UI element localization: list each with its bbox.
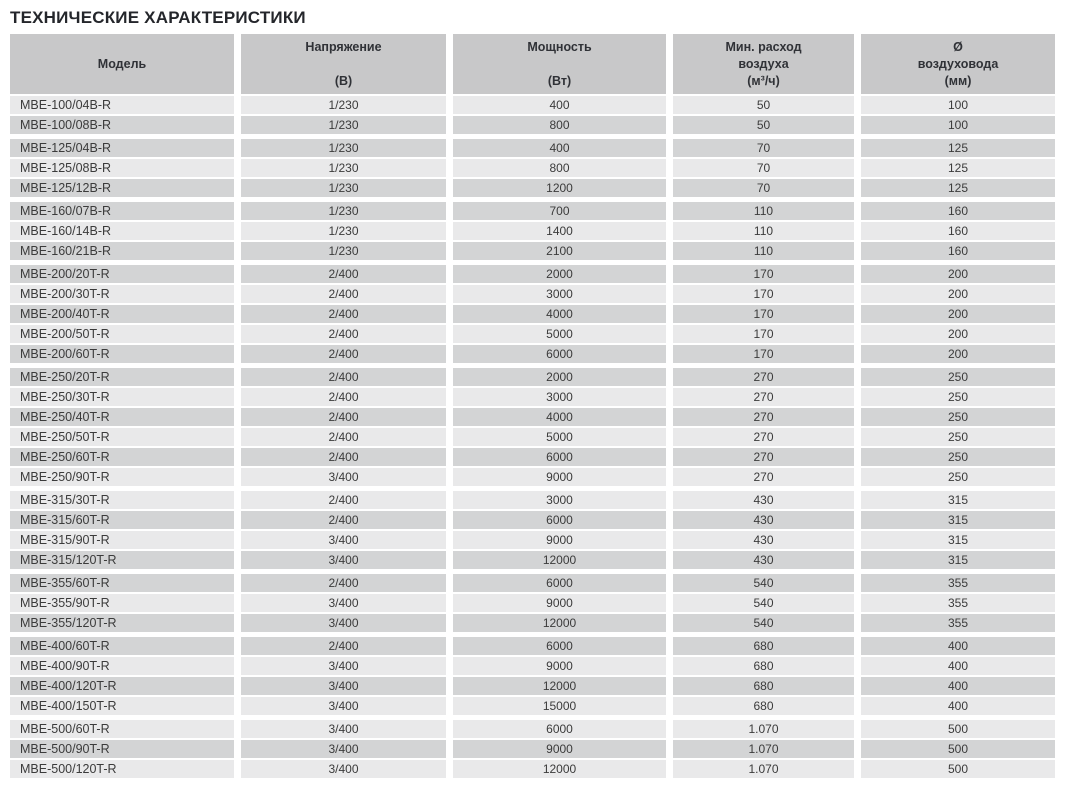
cell-diameter: 400 — [861, 677, 1055, 695]
cell-voltage: 2/400 — [241, 368, 446, 386]
table-header-row — [10, 34, 1055, 94]
cell-voltage: 2/400 — [241, 325, 446, 343]
cell-airflow: 680 — [673, 677, 854, 695]
cell-diameter: 200 — [861, 265, 1055, 283]
cell-model: MBE-200/30T-R — [10, 285, 234, 303]
table-row — [10, 242, 1055, 260]
cell-power: 6000 — [453, 511, 666, 529]
table-row — [10, 368, 1055, 386]
table-row — [10, 697, 1055, 715]
cell-voltage: 3/400 — [241, 551, 446, 569]
cell-voltage: 2/400 — [241, 265, 446, 283]
cell-power: 3000 — [453, 285, 666, 303]
cell-model: MBE-500/120T-R — [10, 760, 234, 778]
cell-model: MBE-400/150T-R — [10, 697, 234, 715]
cell-power: 9000 — [453, 657, 666, 675]
table-row — [10, 116, 1055, 134]
page-title: ТЕХНИЧЕСКИЕ ХАРАКТЕРИСТИКИ — [10, 8, 306, 27]
row-group — [10, 574, 1055, 632]
cell-voltage: 1/230 — [241, 242, 446, 260]
header-line — [10, 39, 234, 56]
cell-voltage: 2/400 — [241, 388, 446, 406]
cell-model: MBE-160/07B-R — [10, 202, 234, 220]
cell-power: 4000 — [453, 305, 666, 323]
table-row — [10, 388, 1055, 406]
table-row — [10, 265, 1055, 283]
header-line: (м³/ч) — [747, 73, 780, 88]
table-row — [10, 325, 1055, 343]
table-row — [10, 305, 1055, 323]
diameter-icon: Ø — [953, 39, 963, 54]
cell-model: MBE-315/90T-R — [10, 531, 234, 549]
cell-diameter: 500 — [861, 720, 1055, 738]
cell-voltage: 2/400 — [241, 285, 446, 303]
cell-airflow: 430 — [673, 531, 854, 549]
cell-power: 5000 — [453, 325, 666, 343]
header-line — [241, 56, 446, 73]
header-cell-power — [453, 34, 666, 94]
cell-power: 6000 — [453, 448, 666, 466]
cell-diameter: 200 — [861, 305, 1055, 323]
table-row — [10, 408, 1055, 426]
cell-model: MBE-200/60T-R — [10, 345, 234, 363]
cell-power: 12000 — [453, 614, 666, 632]
cell-airflow: 540 — [673, 594, 854, 612]
table-row — [10, 345, 1055, 363]
cell-model: MBE-250/40T-R — [10, 408, 234, 426]
table-row — [10, 760, 1055, 778]
cell-power: 2100 — [453, 242, 666, 260]
cell-diameter: 250 — [861, 448, 1055, 466]
table-row — [10, 448, 1055, 466]
cell-diameter: 200 — [861, 285, 1055, 303]
cell-power: 4000 — [453, 408, 666, 426]
header-cell-voltage — [241, 34, 446, 94]
cell-voltage: 1/230 — [241, 159, 446, 177]
cell-airflow: 170 — [673, 285, 854, 303]
cell-diameter: 315 — [861, 491, 1055, 509]
row-group — [10, 139, 1055, 197]
cell-model: MBE-400/60T-R — [10, 637, 234, 655]
row-group — [10, 637, 1055, 715]
cell-voltage: 1/230 — [241, 222, 446, 240]
cell-model: MBE-315/30T-R — [10, 491, 234, 509]
table-row — [10, 657, 1055, 675]
row-group — [10, 368, 1055, 486]
cell-diameter: 355 — [861, 574, 1055, 592]
cell-power: 400 — [453, 139, 666, 157]
cell-airflow: 680 — [673, 657, 854, 675]
cell-airflow: 680 — [673, 637, 854, 655]
cell-diameter: 500 — [861, 760, 1055, 778]
row-group — [10, 720, 1055, 778]
cell-airflow: 70 — [673, 139, 854, 157]
cell-power: 6000 — [453, 637, 666, 655]
cell-airflow: 1.070 — [673, 740, 854, 758]
cell-voltage: 2/400 — [241, 428, 446, 446]
table-row — [10, 96, 1055, 114]
cell-airflow: 270 — [673, 468, 854, 486]
cell-airflow: 270 — [673, 388, 854, 406]
cell-model: MBE-355/120T-R — [10, 614, 234, 632]
cell-diameter: 400 — [861, 657, 1055, 675]
cell-diameter: 250 — [861, 428, 1055, 446]
table-row — [10, 159, 1055, 177]
row-group — [10, 202, 1055, 260]
cell-voltage: 3/400 — [241, 740, 446, 758]
table-row — [10, 285, 1055, 303]
cell-airflow: 270 — [673, 408, 854, 426]
cell-airflow: 110 — [673, 202, 854, 220]
row-group — [10, 265, 1055, 363]
table-row — [10, 677, 1055, 695]
cell-airflow: 540 — [673, 574, 854, 592]
cell-voltage: 1/230 — [241, 116, 446, 134]
cell-airflow: 270 — [673, 428, 854, 446]
cell-voltage: 2/400 — [241, 408, 446, 426]
cell-model: MBE-400/120T-R — [10, 677, 234, 695]
cell-airflow: 540 — [673, 614, 854, 632]
cell-voltage: 3/400 — [241, 677, 446, 695]
cell-power: 1400 — [453, 222, 666, 240]
cell-power: 3000 — [453, 491, 666, 509]
header-line: Мин. расход — [725, 39, 802, 54]
cell-airflow: 430 — [673, 491, 854, 509]
cell-airflow: 430 — [673, 551, 854, 569]
table-row — [10, 720, 1055, 738]
cell-voltage: 2/400 — [241, 305, 446, 323]
table-row — [10, 551, 1055, 569]
cell-model: MBE-250/90T-R — [10, 468, 234, 486]
cell-voltage: 3/400 — [241, 760, 446, 778]
cell-model: MBE-250/30T-R — [10, 388, 234, 406]
cell-diameter: 250 — [861, 368, 1055, 386]
cell-airflow: 170 — [673, 265, 854, 283]
header-line: Мощность — [527, 39, 592, 54]
cell-diameter: 400 — [861, 697, 1055, 715]
cell-model: MBE-355/90T-R — [10, 594, 234, 612]
cell-voltage: 1/230 — [241, 139, 446, 157]
cell-airflow: 70 — [673, 179, 854, 197]
cell-voltage: 3/400 — [241, 720, 446, 738]
cell-model: MBE-500/90T-R — [10, 740, 234, 758]
cell-voltage: 1/230 — [241, 179, 446, 197]
cell-voltage: 2/400 — [241, 448, 446, 466]
cell-model: MBE-100/04B-R — [10, 96, 234, 114]
cell-airflow: 1.070 — [673, 760, 854, 778]
cell-diameter: 200 — [861, 345, 1055, 363]
header-line: (мм) — [944, 73, 972, 88]
table-row — [10, 179, 1055, 197]
header-line: (В) — [334, 73, 353, 88]
cell-model: MBE-200/40T-R — [10, 305, 234, 323]
cell-airflow: 1.070 — [673, 720, 854, 738]
spec-table — [10, 34, 1055, 778]
cell-power: 12000 — [453, 677, 666, 695]
cell-diameter: 500 — [861, 740, 1055, 758]
cell-diameter: 160 — [861, 202, 1055, 220]
header-line: Напряжение — [305, 39, 382, 54]
row-group — [10, 96, 1055, 134]
table-row — [10, 222, 1055, 240]
header-line: воздуховода — [917, 56, 999, 71]
cell-model: MBE-250/20T-R — [10, 368, 234, 386]
cell-model: MBE-200/20T-R — [10, 265, 234, 283]
cell-diameter: 125 — [861, 159, 1055, 177]
table-row — [10, 594, 1055, 612]
cell-power: 6000 — [453, 574, 666, 592]
table-row — [10, 574, 1055, 592]
cell-diameter: 125 — [861, 139, 1055, 157]
cell-voltage: 3/400 — [241, 531, 446, 549]
cell-diameter: 125 — [861, 179, 1055, 197]
cell-diameter: 315 — [861, 511, 1055, 529]
cell-voltage: 2/400 — [241, 491, 446, 509]
cell-model: MBE-315/60T-R — [10, 511, 234, 529]
header-line — [10, 73, 234, 90]
cell-airflow: 50 — [673, 96, 854, 114]
cell-model: MBE-250/60T-R — [10, 448, 234, 466]
cell-airflow: 270 — [673, 448, 854, 466]
cell-model: MBE-250/50T-R — [10, 428, 234, 446]
cell-voltage: 2/400 — [241, 511, 446, 529]
cell-diameter: 250 — [861, 468, 1055, 486]
cell-power: 1200 — [453, 179, 666, 197]
cell-diameter: 200 — [861, 325, 1055, 343]
cell-power: 9000 — [453, 594, 666, 612]
row-group — [10, 491, 1055, 569]
cell-airflow: 170 — [673, 345, 854, 363]
table-body — [10, 96, 1055, 778]
cell-airflow: 50 — [673, 116, 854, 134]
cell-power: 2000 — [453, 265, 666, 283]
cell-model: MBE-355/60T-R — [10, 574, 234, 592]
cell-diameter: 100 — [861, 96, 1055, 114]
cell-power: 800 — [453, 159, 666, 177]
cell-model: MBE-400/90T-R — [10, 657, 234, 675]
cell-diameter: 400 — [861, 637, 1055, 655]
cell-power: 9000 — [453, 468, 666, 486]
cell-model: MBE-125/12B-R — [10, 179, 234, 197]
cell-voltage: 2/400 — [241, 574, 446, 592]
cell-airflow: 110 — [673, 222, 854, 240]
cell-power: 12000 — [453, 551, 666, 569]
cell-diameter: 355 — [861, 594, 1055, 612]
header-line: Модель — [97, 56, 147, 71]
cell-voltage: 2/400 — [241, 345, 446, 363]
cell-voltage: 1/230 — [241, 202, 446, 220]
cell-voltage: 3/400 — [241, 594, 446, 612]
cell-airflow: 170 — [673, 325, 854, 343]
cell-voltage: 3/400 — [241, 657, 446, 675]
cell-power: 15000 — [453, 697, 666, 715]
cell-voltage: 3/400 — [241, 697, 446, 715]
cell-airflow: 110 — [673, 242, 854, 260]
cell-voltage: 1/230 — [241, 96, 446, 114]
cell-diameter: 250 — [861, 388, 1055, 406]
cell-power: 12000 — [453, 760, 666, 778]
cell-airflow: 680 — [673, 697, 854, 715]
table-row — [10, 614, 1055, 632]
cell-diameter: 160 — [861, 222, 1055, 240]
cell-airflow: 430 — [673, 511, 854, 529]
header-line: (Вт) — [547, 73, 572, 88]
cell-airflow: 170 — [673, 305, 854, 323]
cell-power: 3000 — [453, 388, 666, 406]
cell-model: MBE-160/14B-R — [10, 222, 234, 240]
cell-diameter: 250 — [861, 408, 1055, 426]
header-cell-model — [10, 34, 234, 94]
header-line: воздуха — [738, 56, 789, 71]
cell-power: 9000 — [453, 531, 666, 549]
cell-voltage: 2/400 — [241, 637, 446, 655]
cell-model: MBE-125/04B-R — [10, 139, 234, 157]
header-cell-airflow — [673, 34, 854, 94]
cell-voltage: 3/400 — [241, 614, 446, 632]
cell-diameter: 355 — [861, 614, 1055, 632]
cell-model: MBE-315/120T-R — [10, 551, 234, 569]
header-cell-diameter — [861, 34, 1055, 94]
cell-diameter: 315 — [861, 531, 1055, 549]
cell-power: 6000 — [453, 345, 666, 363]
cell-power: 800 — [453, 116, 666, 134]
cell-diameter: 160 — [861, 242, 1055, 260]
table-row — [10, 637, 1055, 655]
table-row — [10, 428, 1055, 446]
cell-power: 400 — [453, 96, 666, 114]
table-row — [10, 491, 1055, 509]
cell-power: 2000 — [453, 368, 666, 386]
table-row — [10, 531, 1055, 549]
table-row — [10, 468, 1055, 486]
table-row — [10, 740, 1055, 758]
cell-power: 6000 — [453, 720, 666, 738]
cell-model: MBE-500/60T-R — [10, 720, 234, 738]
cell-model: MBE-160/21B-R — [10, 242, 234, 260]
cell-voltage: 3/400 — [241, 468, 446, 486]
cell-airflow: 70 — [673, 159, 854, 177]
cell-power: 9000 — [453, 740, 666, 758]
cell-model: MBE-100/08B-R — [10, 116, 234, 134]
table-row — [10, 139, 1055, 157]
cell-model: MBE-200/50T-R — [10, 325, 234, 343]
header-line — [453, 56, 666, 73]
cell-power: 700 — [453, 202, 666, 220]
cell-diameter: 315 — [861, 551, 1055, 569]
table-row — [10, 511, 1055, 529]
cell-airflow: 270 — [673, 368, 854, 386]
cell-model: MBE-125/08B-R — [10, 159, 234, 177]
cell-power: 5000 — [453, 428, 666, 446]
table-row — [10, 202, 1055, 220]
cell-diameter: 100 — [861, 116, 1055, 134]
